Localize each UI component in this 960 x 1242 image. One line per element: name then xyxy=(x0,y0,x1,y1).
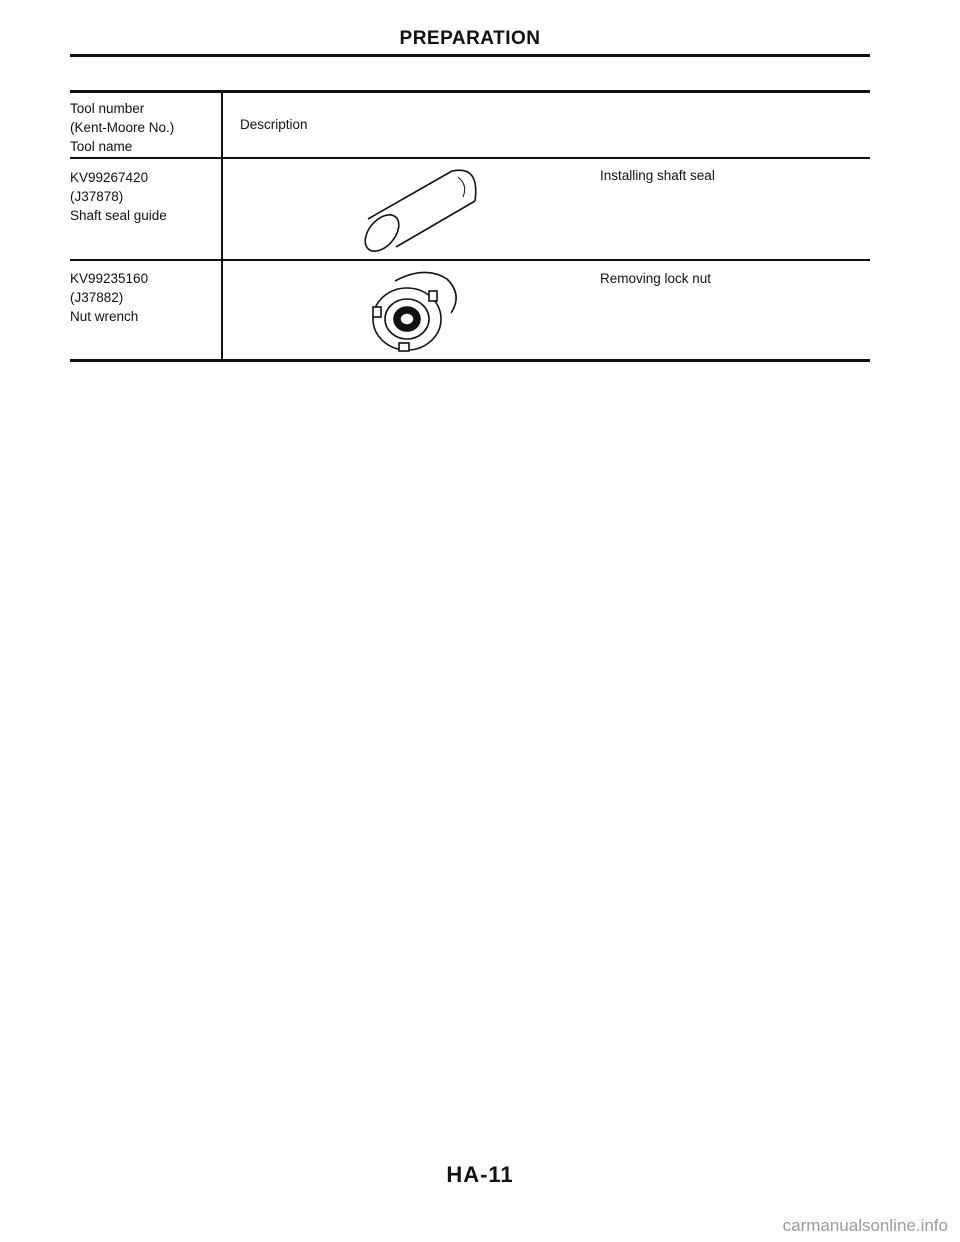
kent-moore-number: (J37882) xyxy=(70,290,124,305)
page-number: HA-11 xyxy=(446,1162,514,1187)
tool-number: KV99267420 xyxy=(70,170,149,185)
table-row-1-description: Installing shaft seal xyxy=(600,168,715,183)
table-row-1-tool xyxy=(70,168,167,225)
page-title: PREPARATION xyxy=(399,28,541,49)
tool-table xyxy=(70,90,870,362)
header-tool-number: Tool number xyxy=(70,101,145,116)
header-tool-name: Tool name xyxy=(70,139,133,154)
tool-name: Nut wrench xyxy=(70,309,139,324)
header-tool-cell xyxy=(70,99,174,156)
nut-wrench-illustration xyxy=(365,265,465,357)
column-divider xyxy=(221,93,223,359)
table-row-2-tool xyxy=(70,269,148,326)
kent-moore-number: (J37878) xyxy=(70,189,124,204)
header-kent-moore: (Kent-Moore No.) xyxy=(70,120,175,135)
tool-number: KV99235160 xyxy=(70,271,149,286)
title-rule xyxy=(70,54,870,57)
header-rule xyxy=(70,157,870,159)
watermark: carmanualsonline.info xyxy=(782,1216,948,1235)
row-rule xyxy=(70,259,870,261)
tool-name: Shaft seal guide xyxy=(70,208,167,223)
header-description: Description xyxy=(240,117,308,132)
shaft-seal-guide-illustration xyxy=(360,163,490,263)
table-row-2-description: Removing lock nut xyxy=(600,271,712,286)
